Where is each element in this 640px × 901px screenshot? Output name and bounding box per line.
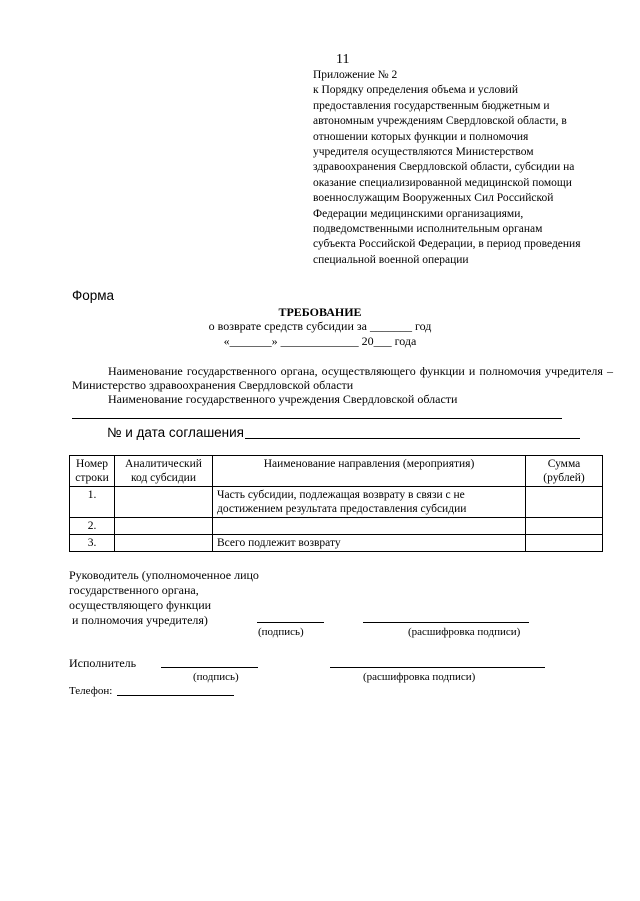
table-header-row [70, 456, 603, 487]
phone-fill-line[interactable] [117, 695, 234, 696]
refund-table [69, 455, 603, 552]
executor-decode-caption: (расшифровка подписи) [363, 671, 476, 683]
founder-text: Наименование государственного органа, осуществляющего функции и полномочия учредителя – Министерство здравоохранения Свердловской области [72, 364, 613, 392]
head-signature-line: государственного органа, [69, 583, 199, 597]
head-signature-line: и полномочия учредителя) [69, 613, 208, 627]
appendix-line: оказание специализированной медицинской помощи [313, 176, 572, 189]
row-number: 3. [70, 535, 115, 552]
document-title: ТРЕБОВАНИЕ [278, 305, 362, 319]
head-signature-line: Руководитель (уполномоченное лицо [69, 568, 259, 582]
header-analytic-code: Аналитический код субсидии [115, 456, 213, 487]
row-sum[interactable] [526, 518, 603, 535]
row-direction: Часть субсидии, подлежащая возврату в связи с не достижением результата предоставления субсидии [213, 487, 526, 518]
table-row [70, 535, 603, 552]
executor-sign-caption: (подпись) [193, 671, 239, 683]
institution-label: Наименование государственного учреждения Свердловской области [108, 392, 458, 406]
row-direction[interactable] [213, 518, 526, 535]
institution-fill-line[interactable] [72, 418, 562, 419]
appendix-line: к Порядку определения объема и условий [313, 84, 518, 97]
head-signature-line: осуществляющего функции [69, 598, 212, 612]
row-number: 2. [70, 518, 115, 535]
row-sum[interactable] [526, 535, 603, 552]
appendix-line: предоставления государственным бюджетным и [313, 99, 550, 112]
subtitle-date: «_______» _____________ 20___ года [223, 334, 417, 348]
appendix-line: автономным учреждениям Свердловской области, в [313, 115, 567, 128]
page-number: 11 [336, 52, 350, 67]
row-number: 1. [70, 487, 115, 518]
row-code[interactable] [115, 487, 213, 518]
form-label: Форма [72, 288, 115, 303]
agreement-label: № и дата соглашения [107, 425, 244, 440]
appendix-line: отношении которых функции и полномочия [313, 130, 529, 143]
appendix-line: Приложение № 2 [313, 69, 398, 81]
appendix-line: учредителя осуществляются Министерством [313, 146, 534, 159]
appendix-line: подведомственными исполнительным органам [313, 223, 543, 236]
appendix-line: субъекта Российской Федерации, в период проведения [313, 238, 581, 251]
appendix-block [313, 68, 623, 268]
head-sign-line[interactable] [257, 622, 324, 623]
appendix-line: военнослужащим Вооруженных Сил Российской [313, 192, 554, 205]
header-sum: Сумма (рублей) [526, 456, 603, 487]
header-direction-name: Наименование направления (мероприятия) [213, 456, 526, 487]
head-decode-caption: (расшифровка подписи) [408, 626, 521, 638]
header-row-number: Номер строки [70, 456, 115, 487]
head-decode-line[interactable] [363, 622, 529, 623]
row-sum[interactable] [526, 487, 603, 518]
founder-paragraph [72, 364, 613, 406]
appendix-line: здравоохранения Свердловской области, субсидии на [313, 161, 575, 174]
subtitle-period: о возврате средств субсидии за _______ год [208, 319, 432, 333]
row-code[interactable] [115, 518, 213, 535]
head-sign-caption: (подпись) [258, 626, 304, 638]
executor-decode-line[interactable] [330, 667, 545, 668]
table-row [70, 518, 603, 535]
phone-label: Телефон: [69, 685, 113, 697]
table-row [70, 487, 603, 518]
appendix-line: специальной военной операции [313, 253, 469, 266]
row-code[interactable] [115, 535, 213, 552]
row-direction: Всего подлежит возврату [213, 535, 526, 552]
agreement-fill-line[interactable] [245, 438, 580, 439]
appendix-line: Федерации медицинскими организациями, [313, 207, 524, 220]
executor-label: Исполнитель [69, 656, 137, 670]
executor-sign-line[interactable] [161, 667, 258, 668]
head-signature-block [69, 568, 259, 628]
